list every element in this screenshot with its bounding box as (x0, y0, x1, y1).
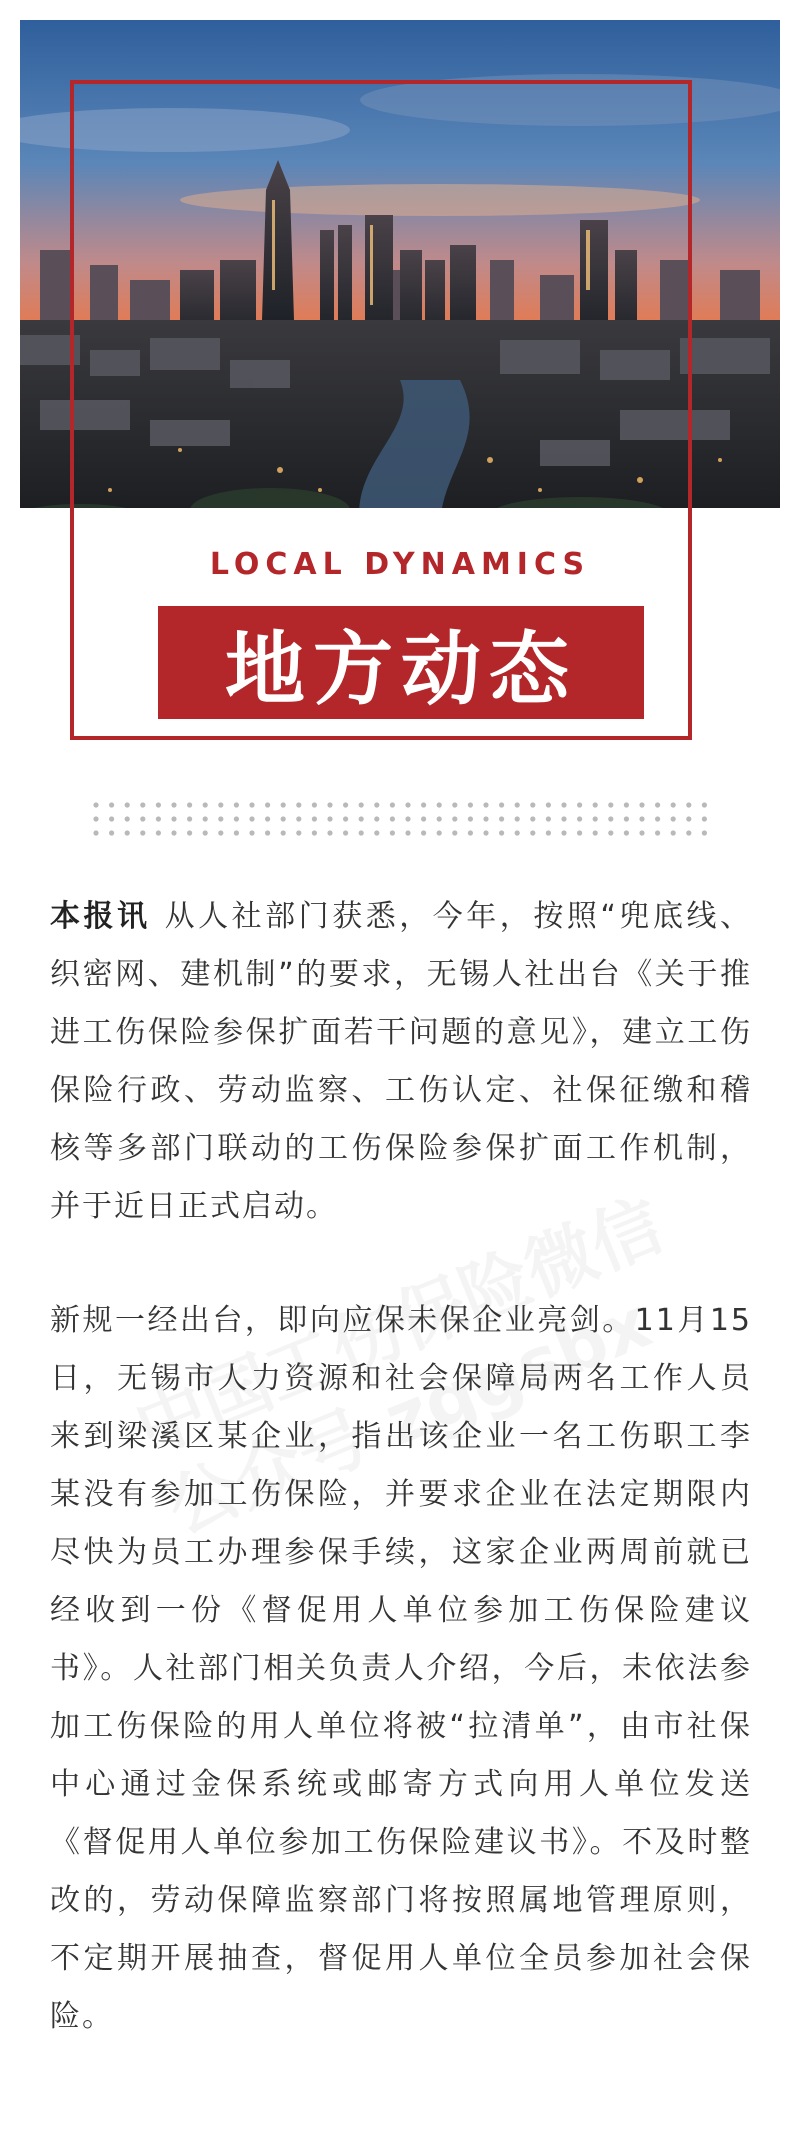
divider-dot (390, 802, 395, 807)
divider-dot (405, 816, 410, 821)
divider-dot (171, 830, 176, 835)
divider-dot (234, 802, 239, 807)
divider-dot (702, 802, 707, 807)
divider-dot (265, 816, 270, 821)
divider-dot (437, 802, 442, 807)
divider-dot (593, 830, 598, 835)
divider-dot (203, 816, 208, 821)
divider-dot (639, 830, 644, 835)
divider-dot (499, 816, 504, 821)
divider-dot (374, 830, 379, 835)
divider-dot (530, 816, 535, 821)
divider-dot (296, 830, 301, 835)
divider-dot (530, 802, 535, 807)
divider-dot (499, 830, 504, 835)
divider-dot (561, 830, 566, 835)
divider-dot (187, 802, 192, 807)
divider-dot (343, 830, 348, 835)
divider-dot (421, 830, 426, 835)
lead-label: 本报讯 (50, 899, 151, 934)
divider-dot (577, 802, 582, 807)
divider-dot (515, 816, 520, 821)
divider-dot (93, 802, 98, 807)
divider-dot (249, 816, 254, 821)
dotted-divider (92, 800, 712, 840)
divider-dot (593, 816, 598, 821)
divider-dot (218, 830, 223, 835)
divider-dot (327, 830, 332, 835)
divider-dot (187, 816, 192, 821)
divider-dot (125, 802, 130, 807)
divider-dot (452, 830, 457, 835)
divider-dot (405, 830, 410, 835)
divider-dot (312, 802, 317, 807)
divider-dot (452, 816, 457, 821)
divider-dot (702, 830, 707, 835)
divider-dot (437, 816, 442, 821)
divider-dot (296, 802, 301, 807)
divider-dot (234, 830, 239, 835)
divider-dot (483, 830, 488, 835)
divider-dot (608, 802, 613, 807)
divider-dot (93, 830, 98, 835)
divider-dot (359, 802, 364, 807)
divider-dot (468, 816, 473, 821)
divider-dot (125, 830, 130, 835)
divider-dot (577, 830, 582, 835)
divider-dot (327, 802, 332, 807)
header-title-banner (158, 606, 644, 719)
divider-dot (374, 816, 379, 821)
divider-dot (93, 816, 98, 821)
divider-dot (686, 830, 691, 835)
divider-dot (421, 802, 426, 807)
divider-dot (624, 802, 629, 807)
divider-dot (515, 830, 520, 835)
divider-dot (359, 816, 364, 821)
divider-dot (218, 816, 223, 821)
divider-dot (546, 802, 551, 807)
divider-dot (639, 802, 644, 807)
divider-dot (125, 816, 130, 821)
divider-dot (608, 830, 613, 835)
divider-dot (343, 816, 348, 821)
divider-dot (655, 830, 660, 835)
divider-dot (671, 802, 676, 807)
article-paragraph-2: 新规一经出台，即向应保未保企业亮剑。11月15日，无锡市人力资源和社会保障局两名工作人员来到梁溪区某企业，指出该企业一名工伤职工李某没有参加工伤保险，并要求企业在法定期限内尽快为员工办理参保手续，这家企业两周前就已经收到一份《督促用人单位参加工伤保险建议书》。人社部门相关负责人介绍，今后，未依法参加工伤保险的用人单位将被“拉清单”，由市社保中心通过金保系统或邮寄方式向用人单位发送《督促用人单位参加工伤保险建议书》。不及时整改的，劳动保障监察部门将按照属地管理原则，不定期开展抽查，督促用人单位全员参加社会保险。 (50, 1303, 752, 2034)
article-paragraph-1 (50, 888, 752, 1236)
divider-dot (156, 830, 161, 835)
divider-dot (483, 802, 488, 807)
divider-dot (109, 816, 114, 821)
divider-dot (561, 802, 566, 807)
divider-dot (468, 802, 473, 807)
divider-dot (249, 802, 254, 807)
divider-dot (499, 802, 504, 807)
divider-dot (156, 816, 161, 821)
divider-dot (671, 816, 676, 821)
divider-dot (140, 816, 145, 821)
divider-dot (265, 830, 270, 835)
divider-dot (624, 830, 629, 835)
divider-dot (546, 816, 551, 821)
divider-dot (296, 816, 301, 821)
header-title-chinese: 地方动态 (225, 623, 577, 716)
divider-dot (156, 802, 161, 807)
divider-dot (312, 816, 317, 821)
divider-dot (437, 830, 442, 835)
divider-dot (530, 830, 535, 835)
paragraph-1-text: 从人社部门获悉，今年，按照“兜底线、织密网、建机制”的要求，无锡人社出台《关于推进工伤保险参保扩面若干问题的意见》，建立工伤保险行政、劳动监察、工伤认定、社保征缴和稽核等多部门联动的工伤保险参保扩面工作机制，并于近日正式启动。 (50, 899, 753, 1224)
divider-dot (655, 816, 660, 821)
divider-dot (405, 802, 410, 807)
divider-dot (390, 816, 395, 821)
divider-dot (312, 830, 317, 835)
divider-dot (203, 802, 208, 807)
divider-dot (140, 830, 145, 835)
divider-dot (171, 816, 176, 821)
divider-dot (234, 816, 239, 821)
divider-dot (702, 816, 707, 821)
divider-dot (140, 802, 145, 807)
header-city-photo (20, 20, 780, 528)
divider-dot (281, 830, 286, 835)
divider-dot (374, 802, 379, 807)
article-body (50, 888, 752, 2046)
divider-dot (359, 830, 364, 835)
divider-dot (671, 830, 676, 835)
divider-dot (421, 816, 426, 821)
divider-dot (327, 816, 332, 821)
divider-dot (561, 816, 566, 821)
divider-dot (468, 830, 473, 835)
divider-dot (686, 802, 691, 807)
divider-dot (686, 816, 691, 821)
divider-dot (639, 816, 644, 821)
divider-dot (390, 830, 395, 835)
divider-dot (577, 816, 582, 821)
divider-dot (546, 830, 551, 835)
header-subtitle-english: LOCAL DYNAMICS (209, 547, 591, 582)
divider-dot (109, 830, 114, 835)
divider-dot (203, 830, 208, 835)
divider-dot (343, 802, 348, 807)
divider-dot (218, 802, 223, 807)
city-skyline-image (20, 20, 780, 528)
divider-dot (608, 816, 613, 821)
divider-dot (109, 802, 114, 807)
divider-dot (281, 816, 286, 821)
divider-dot (452, 802, 457, 807)
divider-dot (624, 816, 629, 821)
divider-dot (281, 802, 286, 807)
divider-dot (187, 830, 192, 835)
divider-dot (483, 816, 488, 821)
divider-dot (593, 802, 598, 807)
divider-dot (249, 830, 254, 835)
divider-dot (655, 802, 660, 807)
divider-dot (515, 802, 520, 807)
divider-dot (171, 802, 176, 807)
divider-dot (265, 802, 270, 807)
